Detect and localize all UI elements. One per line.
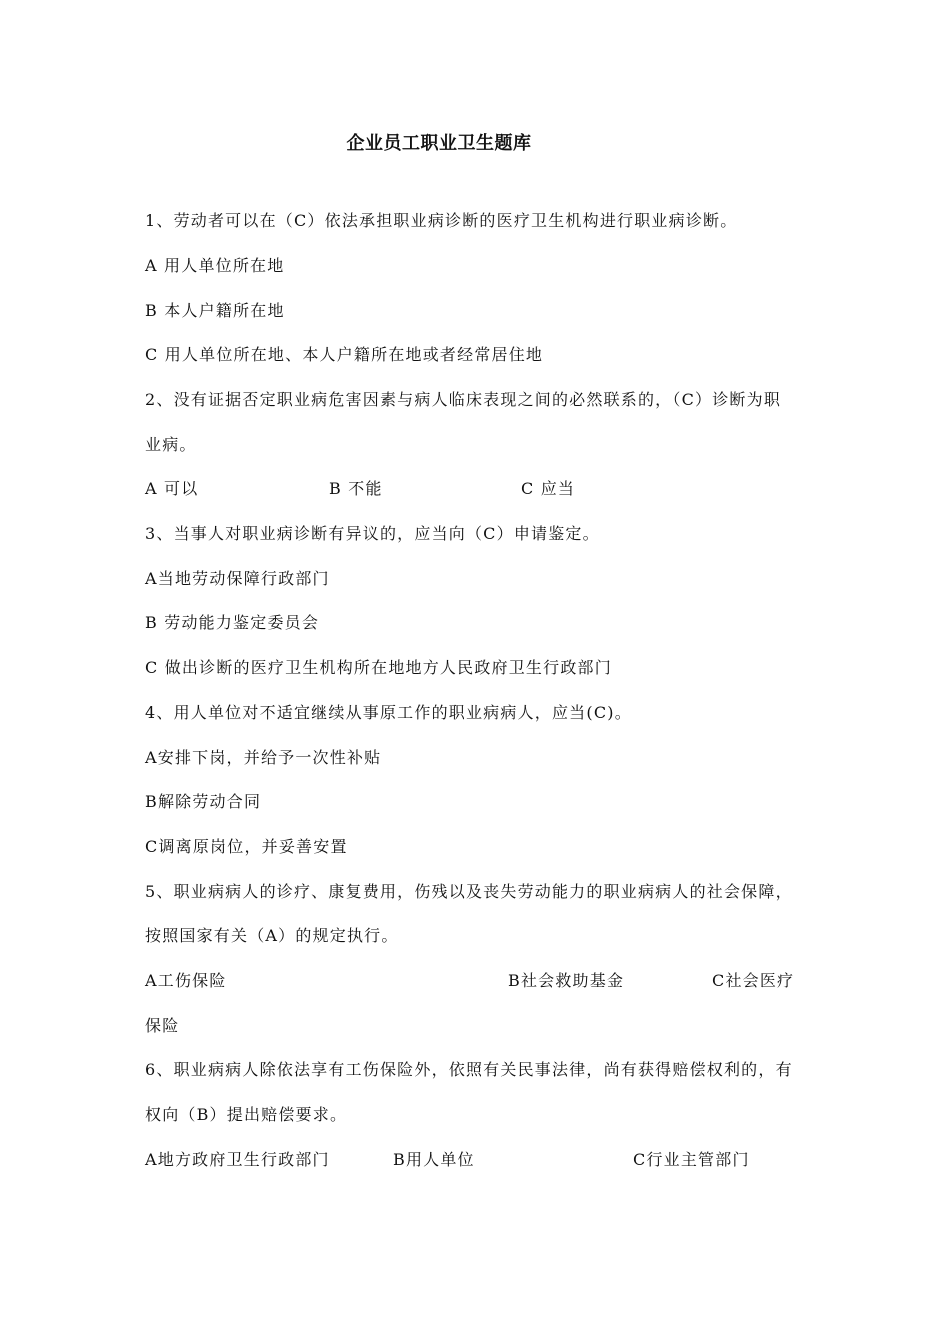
question-6-stem-line-2: 权向（B）提出赔偿要求。 bbox=[145, 1105, 348, 1124]
question-6-option-c: C行业主管部门 bbox=[633, 1150, 750, 1169]
question-5-stem-line-1: 5、职业病病人的诊疗、康复费用，伤残以及丧失劳动能力的职业病病人的社会保障， bbox=[145, 882, 793, 901]
question-6-option-b: B用人单位 bbox=[393, 1150, 475, 1169]
question-1-option-a: A 用人单位所在地 bbox=[145, 256, 285, 275]
question-2-stem-line-1: 2、没有证据否定职业病危害因素与病人临床表现之间的必然联系的，（C）诊断为职 bbox=[145, 390, 782, 409]
question-5-option-c-line-1: C社会医疗 bbox=[712, 971, 795, 990]
question-4-option-c: C调离原岗位，并妥善安置 bbox=[145, 837, 348, 856]
question-6-option-a: A地方政府卫生行政部门 bbox=[145, 1150, 330, 1169]
question-1-stem: 1、劳动者可以在（C）依法承担职业病诊断的医疗卫生机构进行职业病诊断。 bbox=[145, 211, 738, 230]
question-5-option-b: B社会救助基金 bbox=[508, 971, 625, 990]
question-1-option-c: C 用人单位所在地、本人户籍所在地或者经常居住地 bbox=[145, 345, 544, 364]
question-2-option-a: A 可以 bbox=[145, 479, 199, 498]
question-5-option-c-line-2: 保险 bbox=[145, 1016, 180, 1035]
question-5-option-a: A工伤保险 bbox=[145, 971, 227, 990]
document-title: 企业员工职业卫生题库 bbox=[346, 133, 532, 154]
question-4-stem: 4、用人单位对不适宜继续从事原工作的职业病病人，应当(C)。 bbox=[145, 703, 632, 722]
question-5-stem-line-2: 按照国家有关（A）的规定执行。 bbox=[145, 926, 399, 945]
question-6-stem-line-1: 6、职业病病人除依法享有工伤保险外，依照有关民事法律，尚有获得赔偿权利的，有 bbox=[145, 1060, 793, 1079]
question-2-option-b: B 不能 bbox=[329, 479, 383, 498]
question-3-option-a: A当地劳动保障行政部门 bbox=[145, 569, 330, 588]
question-4-option-a: A安排下岗，并给予一次性补贴 bbox=[145, 748, 382, 767]
question-1-option-b: B 本人户籍所在地 bbox=[145, 301, 285, 320]
question-3-stem: 3、当事人对职业病诊断有异议的，应当向（C）申请鉴定。 bbox=[145, 524, 600, 543]
question-3-option-b: B 劳动能力鉴定委员会 bbox=[145, 613, 320, 632]
question-4-option-b: B解除劳动合同 bbox=[145, 792, 262, 811]
question-3-option-c: C 做出诊断的医疗卫生机构所在地地方人民政府卫生行政部门 bbox=[145, 658, 612, 677]
question-2-stem-line-2: 业病。 bbox=[145, 435, 197, 454]
question-2-option-c: C 应当 bbox=[521, 479, 576, 498]
